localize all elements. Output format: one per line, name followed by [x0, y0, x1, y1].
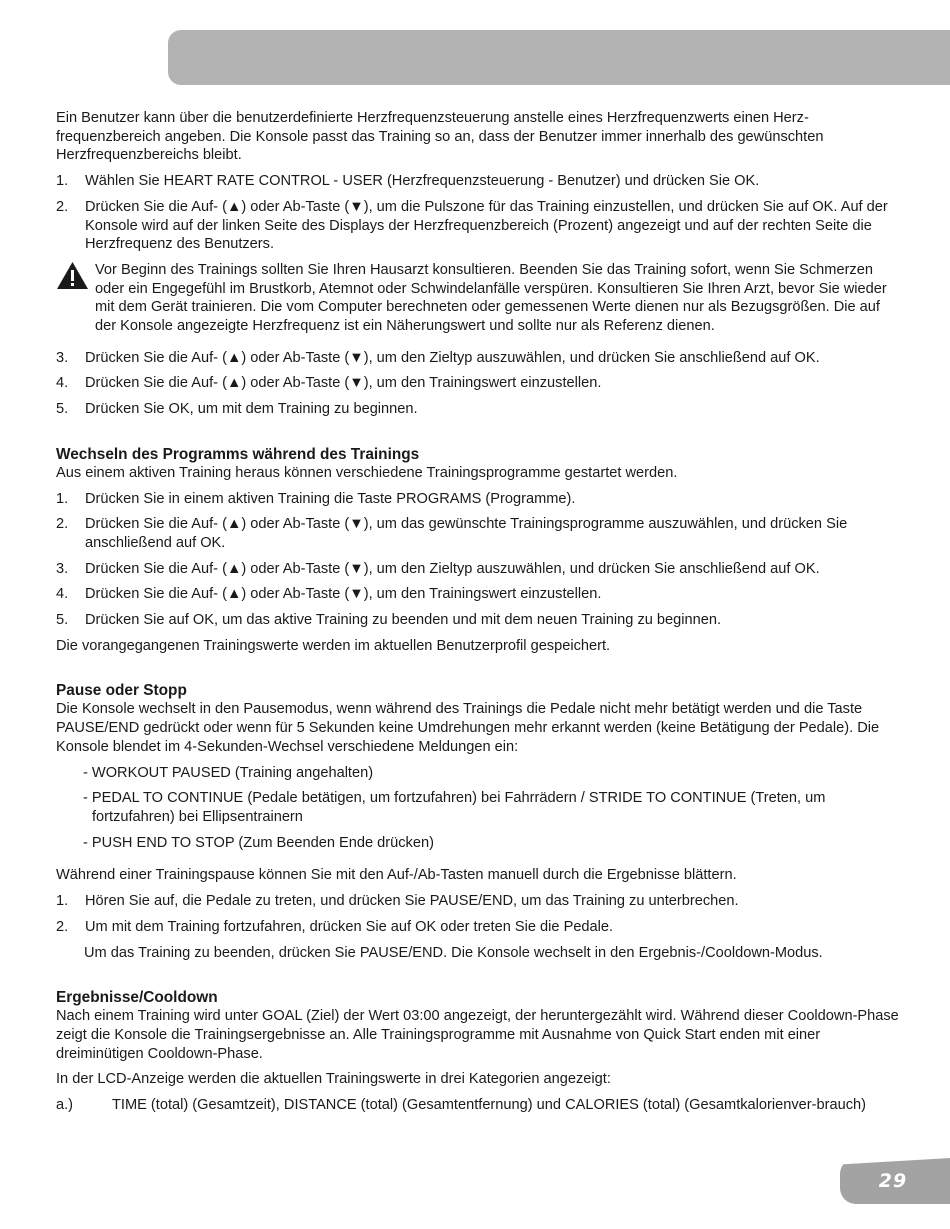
step-item [56, 515, 900, 552]
step-number: 4. [56, 375, 69, 392]
step-text: Drücken Sie die Auf- (▲) oder Ab-Taste (▼), um das gewünschte Trainingsprogramme auszuwählen, und drücken Sie anschließend auf OK. [85, 516, 848, 551]
warning-icon [56, 261, 95, 336]
section-heading-program-change: Wechseln des Programms während des Trainings [56, 445, 420, 463]
step-item [56, 490, 900, 509]
step-number: 5. [56, 401, 69, 418]
step-text: Drücken Sie auf OK, um das aktive Training zu beenden und mit dem neuen Training zu beginnen. [85, 612, 722, 629]
step-number: 1. [56, 490, 69, 507]
step-text: Wählen Sie HEART RATE CONTROL - USER (Herzfrequenzsteuerung - Benutzer) und drücken Sie OK. [85, 173, 760, 190]
section-heading-pause: Pause oder Stopp [56, 682, 187, 700]
step-text: Drücken Sie OK, um mit dem Training zu beginnen. [85, 401, 418, 418]
header-bar [168, 30, 950, 85]
step-text: Hören Sie auf, die Pedale zu treten, und drücken Sie PAUSE/END, um das Training zu unterbrechen. [85, 893, 739, 910]
step-text: Um mit dem Training fortzufahren, drücken Sie auf OK oder treten Sie die Pedale. [85, 918, 614, 935]
step-text: Drücken Sie die Auf- (▲) oder Ab-Taste (▼), um den Trainingswert einzustellen. [85, 375, 602, 392]
browse-note: Während einer Trainingspause können Sie mit den Auf-/Ab-Tasten manuell durch die Ergebnisse blättern. [56, 867, 737, 884]
step-number: 5. [56, 612, 69, 629]
step-item [56, 172, 900, 191]
message-item: - PUSH END TO STOP (Zum Beenden Ende drücken) [83, 834, 434, 851]
section-intro: Nach einem Training wird unter GOAL (Ziel) der Wert 03:00 angezeigt, der heruntergezählt wird. Während dieser Cooldown-Phase zeigt die Konsole die Trainingsergebnisse an. Alle Trainingsprogramme mit Ausnahme von Quick Start enden mit einer dreiminütigen Cooldown-Phase. [56, 1008, 899, 1062]
step-text: Drücken Sie die Auf- (▲) oder Ab-Taste (▼), um den Zieltyp auszuwählen, und drücken Sie anschließend auf OK. [85, 560, 820, 577]
step-item [56, 585, 900, 604]
section-heading-results: Ergebnisse/Cooldown [56, 989, 218, 1007]
step-text: Drücken Sie die Auf- (▲) oder Ab-Taste (▼), um die Pulszone für das Training einzustellen, und drücken Sie auf OK. Auf der Konsole wird auf der linken Seite des Displays der Herzfrequenzbereich (Prozent) angezeigt und auf der rechten Seite die Herzfrequenz des Benutzers. [85, 198, 888, 253]
message-item: - WORKOUT PAUSED (Training angehalten) [83, 764, 374, 781]
step-item [56, 918, 900, 937]
step-item [56, 892, 900, 911]
step-number: 3. [56, 560, 69, 577]
step-text: Drücken Sie die Auf- (▲) oder Ab-Taste (▼), um den Trainingswert einzustellen. [85, 586, 602, 603]
intro-paragraph: Ein Benutzer kann über die benutzerdefinierte Herzfrequenzsteuerung anstelle eines Herzfrequenzwerts einen Herz-frequenzbereich angeben. Die Konsole passt das Training so an, dass der Benutzer immer innerhalb des gewünschten Herzfrequenzbereichs bleibt. [56, 110, 824, 164]
step-text: Drücken Sie in einem aktiven Training die Taste PROGRAMS (Programme). [85, 490, 576, 507]
section-intro: Aus einem aktiven Training heraus können verschiedene Trainingsprogramme gestartet werden. [56, 464, 678, 481]
step-item [56, 374, 900, 393]
step-number: 2. [56, 516, 69, 533]
step-item [56, 400, 900, 419]
step-item [56, 198, 900, 254]
category-text: TIME (total) (Gesamtzeit), DISTANCE (total) (Gesamtentfernung) und CALORIES (total) (Gesamtkalorienver-brauch) [112, 1097, 866, 1114]
step-number: 4. [56, 586, 69, 603]
section-outro: Die vorangegangenen Trainingswerte werden im aktuellen Benutzerprofil gespeichert. [56, 637, 611, 654]
step-text: Drücken Sie die Auf- (▲) oder Ab-Taste (▼), um den Zieltyp auszuwählen, und drücken Sie anschließend auf OK. [85, 349, 820, 366]
lcd-intro: In der LCD-Anzeige werden die aktuellen Trainingswerte in drei Kategorien angezeigt: [56, 1071, 611, 1088]
step-number: 1. [56, 173, 69, 190]
page-number: 29 [878, 1169, 908, 1192]
warning-note [56, 261, 900, 336]
page-content [56, 109, 900, 1122]
section-intro: Die Konsole wechselt in den Pausemodus, wenn während des Trainings die Pedale nicht mehr betätigt werden und die Taste PAUSE/END gedrückt oder wenn für 5 Sekunden keine Umdrehungen mehr erkannt werden (keine Betätigung der Pedale). Die Konsole blendet im 4-Sekunden-Wechsel verschiedene Meldungen ein: [56, 701, 880, 755]
message-item: - PEDAL TO CONTINUE (Pedale betätigen, um fortzufahren) bei Fahrrädern / STRIDE TO CONTINUE (Treten, um fortzufahren) bei Ellipsentrainern [83, 790, 826, 825]
step-number: 2. [56, 918, 69, 935]
step-number: 2. [56, 198, 69, 215]
step-item [56, 560, 900, 579]
warning-text: Vor Beginn des Trainings sollten Sie Ihren Hausarzt konsultieren. Beenden Sie das Training sofort, wenn Sie Schmerzen oder ein Engegefühl im Brustkorb, Atemnot oder Schwindelanfälle verspüren. Konsultieren Sie Ihren Arzt, bevor Sie wieder mit dem Gerät trainieren. Die vom Computer berechneten oder gemessenen Werte dienen nur als Bezugsgrößen. Die auf der Konsole angezeigte Herzfrequenz ist ein Näherungswert und sollte nur als Referenz dienen. [95, 261, 887, 335]
category-label: a.) [56, 1097, 74, 1114]
end-note: Um das Training zu beenden, drücken Sie PAUSE/END. Die Konsole wechselt in den Ergebnis-/Cooldown-Modus. [84, 944, 823, 961]
step-number: 3. [56, 349, 69, 366]
step-item [56, 349, 900, 368]
step-number: 1. [56, 893, 69, 910]
step-item [56, 611, 900, 630]
category-item [56, 1096, 900, 1115]
